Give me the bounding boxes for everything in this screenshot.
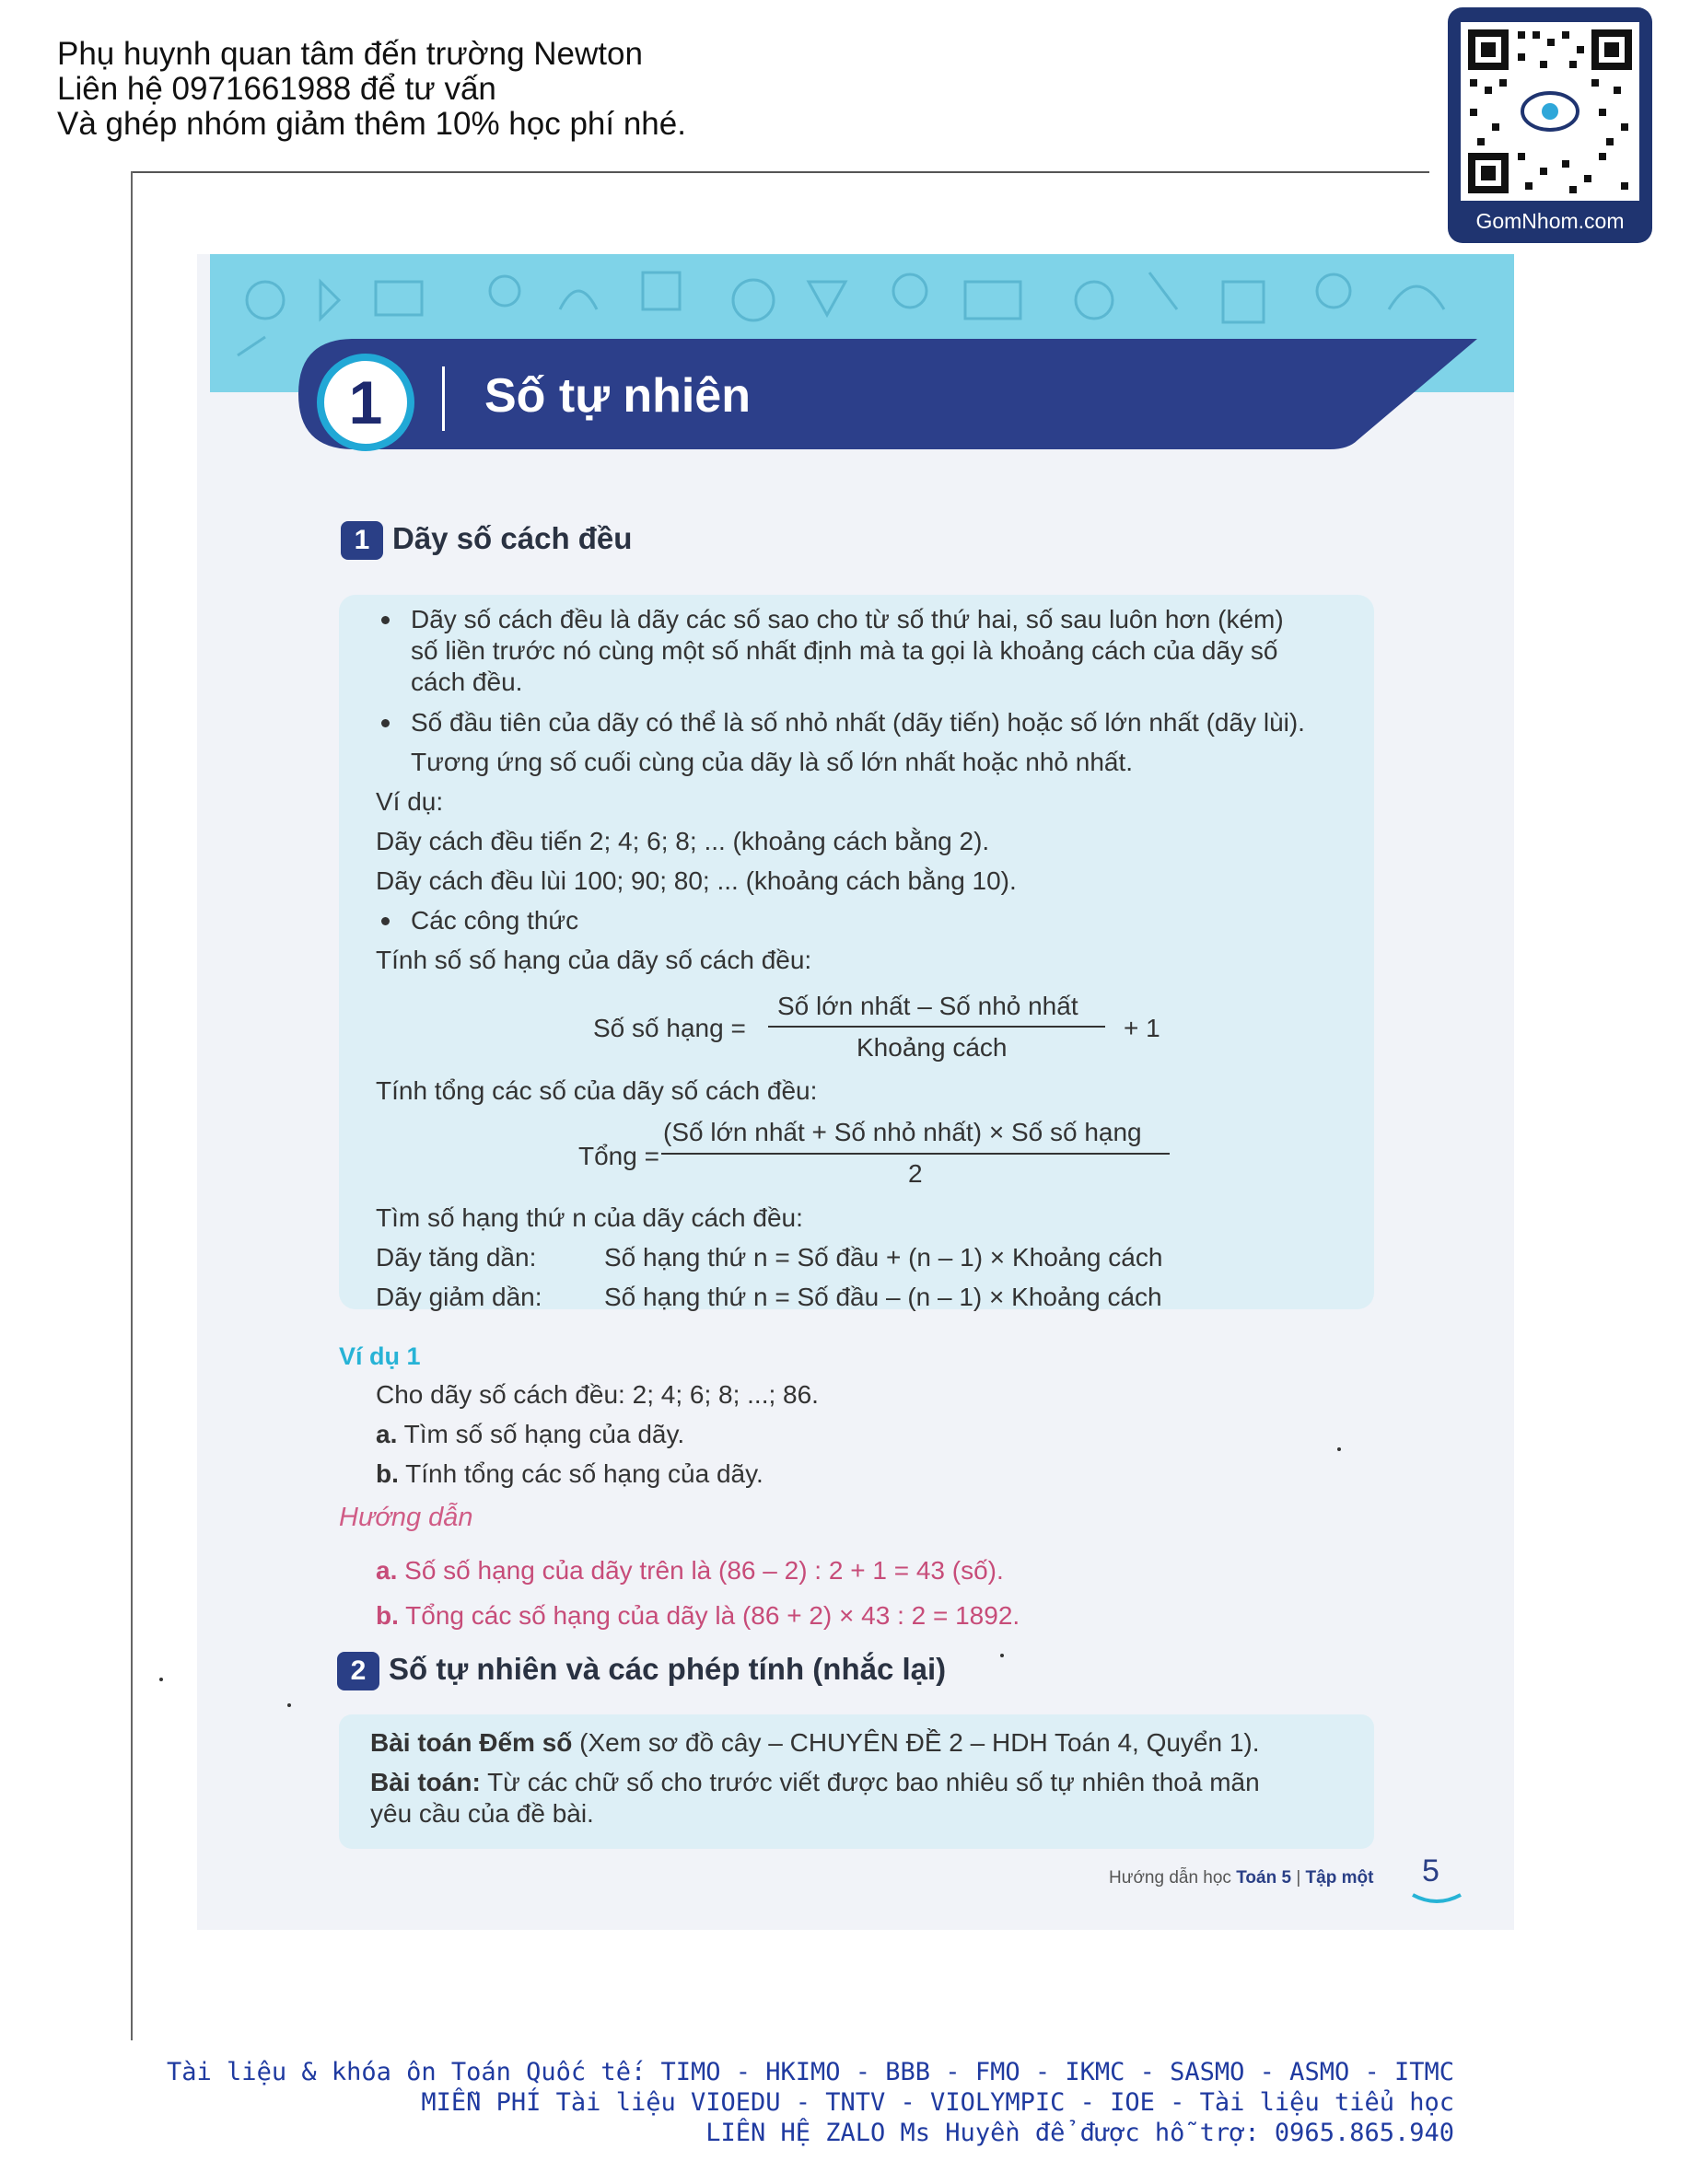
section-1-badge: 1 (341, 521, 383, 560)
increasing-label: Dãy tăng dần: (376, 1243, 537, 1272)
bullet2-line1: Số đầu tiên của dãy có thể là số nhỏ nhất (dãy tiến) hoặc số lớn nhất (dãy lùi). (411, 708, 1305, 737)
formula2-denominator: 2 (908, 1159, 923, 1188)
formula1-denominator: Khoảng cách (857, 1033, 1008, 1062)
footer-volume: Tập một (1305, 1868, 1374, 1888)
solution-b (376, 1600, 1020, 1632)
bullet-dot (381, 719, 390, 727)
formula2-lhs: Tổng = (578, 1142, 659, 1170)
chapter-title: Số tự nhiên (484, 369, 751, 423)
qr-code-badge[interactable] (1448, 7, 1652, 243)
ad-line-2: MIỄN PHÍ Tài liệu VIOEDU - TNTV - VIOLYMPIC - IOE - Tài liệu tiểu học (421, 2088, 1454, 2117)
formula1-numerator: Số lớn nhất – Số nhỏ nhất (777, 992, 1078, 1020)
formula1-lhs: Số số hạng = (593, 1014, 746, 1042)
counting-problem-text: (Xem sơ đồ cây – CHUYÊN ĐỀ 2 – HDH Toán 4, Quyển 1). (579, 1728, 1260, 1757)
book-footer (1109, 1868, 1373, 1888)
solution-a-label: a. (376, 1556, 398, 1585)
bullet-dot (381, 616, 390, 624)
problem-label: Bài toán: (370, 1768, 481, 1796)
chapter-number: 1 (317, 354, 414, 451)
ad-line-1: Tài liệu & khóa ôn Toán Quốc tế: TIMO - HKIMO - BBB - FMO - IKMC - SASMO - ASMO - ITMC (167, 2058, 1454, 2086)
scan-edge-left (131, 171, 133, 2040)
decreasing-label: Dãy giảm dần: (376, 1283, 542, 1311)
section-2-badge: 2 (337, 1652, 379, 1690)
promo-line-2: Liên hệ 0971661988 để tư vấn (57, 71, 496, 107)
formulas-heading: Các công thức (411, 906, 579, 935)
scan-speck (287, 1703, 291, 1707)
formula3-intro: Tìm số hạng thứ n của dãy cách đều: (376, 1203, 803, 1232)
qr-caption: GomNhom.com (1475, 209, 1625, 233)
problem-text: Từ các chữ số cho trước viết được bao nhiêu số tự nhiên thoả mãn (487, 1768, 1260, 1796)
section-2-title: Số tự nhiên và các phép tính (nhắc lại) (389, 1652, 947, 1686)
bullet1-line1: Dãy số cách đều là dãy các số sao cho từ số thứ hai, số sau luôn hơn (kém) (411, 605, 1284, 633)
solution-a (376, 1555, 1004, 1586)
solution-b-text: Tổng các số hạng của dãy là (86 + 2) × 43 : 2 = 1892. (405, 1601, 1020, 1630)
increasing-formula: Số hạng thứ n = Số đầu + (n – 1) × Khoảng cách (604, 1243, 1163, 1272)
title-divider (442, 366, 445, 431)
example-increasing: Dãy cách đều tiến 2; 4; 6; 8; ... (khoảng cách bằng 2). (376, 827, 990, 855)
qr-code-icon (1461, 22, 1639, 201)
chapter-title-bar (298, 339, 1477, 449)
solution-b-label: b. (376, 1601, 399, 1630)
example-label: Ví dụ: (376, 787, 444, 816)
example-decreasing: Dãy cách đều lùi 100; 90; 80; ... (khoảng cách bằng 10). (376, 866, 1017, 895)
formula2-fraction-bar (661, 1153, 1170, 1155)
scan-speck (1000, 1654, 1004, 1657)
part-a-label: a. (376, 1420, 398, 1448)
bottom-advertisement (167, 2057, 1454, 2148)
section-2-line1 (370, 1727, 1260, 1759)
counting-problem-label: Bài toán Đếm số (370, 1728, 573, 1757)
section-1-title: Dãy số cách đều (392, 521, 633, 555)
promo-line-3: Và ghép nhóm giảm thêm 10% học phí nhé. (57, 106, 686, 142)
formula1-fraction-bar (768, 1026, 1105, 1028)
textbook-page (197, 254, 1514, 1930)
part-b-text: Tính tổng các số hạng của dãy. (405, 1459, 763, 1488)
section-2-line3: yêu cầu của đề bài. (370, 1799, 594, 1828)
bullet1-line3: cách đều. (411, 668, 523, 696)
example-1-label: Ví dụ 1 (339, 1342, 421, 1370)
guide-label: Hướng dẫn (339, 1503, 473, 1532)
section-2-heading (337, 1652, 946, 1690)
example-1-part-b (376, 1458, 763, 1490)
page-number-swoosh-icon (1411, 1893, 1463, 1906)
scan-speck (159, 1678, 163, 1681)
section-2-line2 (370, 1767, 1260, 1798)
formula2-intro: Tính tổng các số của dãy số cách đều: (376, 1076, 818, 1105)
solution-a-text: Số số hạng của dãy trên là (86 – 2) : 2 + 1 = 43 (số). (404, 1556, 1004, 1585)
page-number: 5 (1422, 1853, 1439, 1888)
formula2-numerator: (Số lớn nhất + Số nhỏ nhất) × Số số hạng (663, 1118, 1142, 1146)
ad-line-3: LIÊN HỆ ZALO Ms Huyền để được hỗ trợ: 0965.865.940 (705, 2119, 1454, 2147)
footer-separator: | (1296, 1868, 1301, 1888)
formula1-tail: + 1 (1124, 1014, 1160, 1042)
formula1-intro: Tính số số hạng của dãy số cách đều: (376, 946, 812, 974)
footer-guide-prefix: Hướng dẫn học (1109, 1868, 1231, 1888)
scan-edge-top (131, 171, 1429, 173)
footer-book-name: Toán 5 (1236, 1868, 1292, 1888)
promo-line-1: Phụ huynh quan tâm đến trường Newton (57, 36, 643, 72)
section-1-heading (341, 521, 632, 560)
example-1-part-a (376, 1419, 684, 1450)
scan-speck (1337, 1447, 1341, 1451)
example-1-problem: Cho dãy số cách đều: 2; 4; 6; 8; ...; 86. (376, 1380, 819, 1409)
bullet-dot (381, 917, 390, 925)
decreasing-formula: Số hạng thứ n = Số đầu – (n – 1) × Khoảng cách (604, 1283, 1162, 1311)
part-b-label: b. (376, 1459, 399, 1488)
bullet1-line2: số liền trước nó cùng một số nhất định mà ta gọi là khoảng cách của dãy số (411, 636, 1278, 665)
promo-text (57, 37, 686, 142)
part-a-text: Tìm số số hạng của dãy. (403, 1420, 685, 1448)
bullet2-line2: Tương ứng số cuối cùng của dãy là số lớn nhất hoặc nhỏ nhất. (411, 748, 1134, 776)
